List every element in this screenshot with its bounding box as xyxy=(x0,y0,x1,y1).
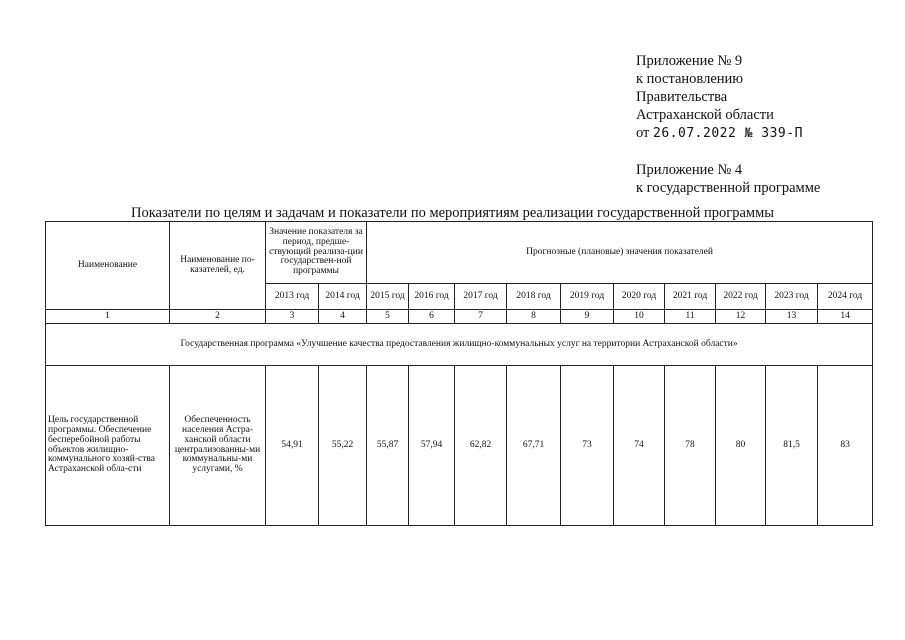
year-cell: 2019 год xyxy=(561,284,614,310)
header-date-line xyxy=(636,124,820,143)
year-cell: 2014 год xyxy=(319,284,367,310)
year-cell: 2013 год xyxy=(266,284,319,310)
appendix-line: Приложение № 4 xyxy=(636,162,743,178)
year-cell: 2024 год xyxy=(818,284,873,310)
date-prefix: от xyxy=(636,125,650,141)
program-row: Государственная программа «Улучшение качества предоставления жилищно-коммунальных услуг на территории Астраханской области» xyxy=(46,324,873,366)
value-cell: 74 xyxy=(614,366,665,526)
column-number: 9 xyxy=(561,310,614,324)
value-cell: 78 xyxy=(665,366,716,526)
handwritten-date: 26.07.2022 № 339-П xyxy=(653,126,803,141)
value-cell: 54,91 xyxy=(266,366,319,526)
goal-name-cell: Цель государственной программы. Обеспечение бесперебойной работы объектов жилищно-коммунального хозяй-ства Астраханской обла-сти xyxy=(46,366,170,526)
column-number: 4 xyxy=(319,310,367,324)
year-cell: 2022 год xyxy=(716,284,766,310)
header-indicator-cell: Наименование по-казателей, ед. xyxy=(170,222,266,310)
value-cell: 80 xyxy=(716,366,766,526)
header-name-cell: Наименование xyxy=(46,222,170,310)
column-number: 7 xyxy=(455,310,507,324)
year-cell: 2016 год xyxy=(409,284,455,310)
value-cell: 83 xyxy=(818,366,873,526)
column-number: 13 xyxy=(766,310,818,324)
value-cell: 55,22 xyxy=(319,366,367,526)
year-cell: 2023 год xyxy=(766,284,818,310)
header-line: Приложение № 9 xyxy=(636,53,743,69)
header-line: Правительства xyxy=(636,89,728,105)
column-number: 12 xyxy=(716,310,766,324)
year-cell: 2015 год xyxy=(367,284,409,310)
appendix-line: к государственной программе xyxy=(636,180,821,196)
value-cell: 55,87 xyxy=(367,366,409,526)
year-cell: 2017 год xyxy=(455,284,507,310)
column-number: 11 xyxy=(665,310,716,324)
header-line: Астраханской области xyxy=(636,107,774,123)
column-number: 1 xyxy=(46,310,170,324)
year-cell: 2018 год xyxy=(507,284,561,310)
header-line: к постановлению xyxy=(636,71,744,87)
header-prior-cell: Значение показателя за период, предше-ствующий реализа-ции государствен-ной программы xyxy=(266,222,367,284)
column-number: 6 xyxy=(409,310,455,324)
column-number: 3 xyxy=(266,310,319,324)
year-cell: 2020 год xyxy=(614,284,665,310)
year-cell: 2021 год xyxy=(665,284,716,310)
column-number: 2 xyxy=(170,310,266,324)
value-cell: 67,71 xyxy=(507,366,561,526)
column-number: 10 xyxy=(614,310,665,324)
column-number: 8 xyxy=(507,310,561,324)
value-cell: 73 xyxy=(561,366,614,526)
document-header xyxy=(636,52,820,197)
value-cell: 57,94 xyxy=(409,366,455,526)
indicators-table xyxy=(45,221,873,526)
indicator-name-cell: Обеспеченность населения Астра-ханской области централизованны-ми коммунальны-ми услугами, % xyxy=(170,366,266,526)
column-number: 5 xyxy=(367,310,409,324)
column-number: 14 xyxy=(818,310,873,324)
document-title: Показатели по целям и задачам и показатели по мероприятиям реализации государственной программы xyxy=(130,205,775,221)
value-cell: 62,82 xyxy=(455,366,507,526)
header-forecast-cell: Прогнозные (плановые) значения показателей xyxy=(367,222,873,284)
value-cell: 81,5 xyxy=(766,366,818,526)
